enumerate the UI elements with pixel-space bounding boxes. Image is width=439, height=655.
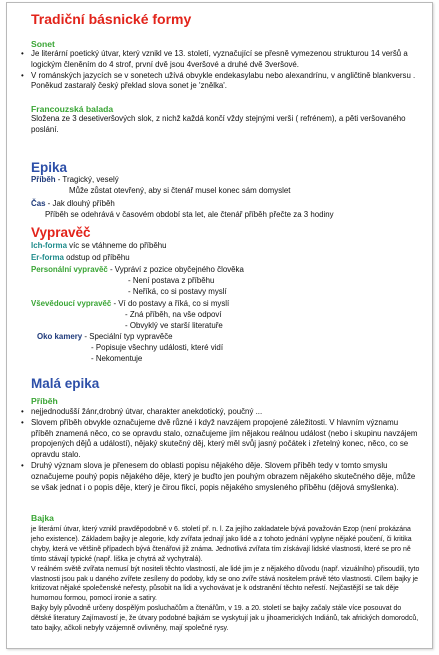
document-page (6, 2, 433, 649)
page-title: Tradiční básnické formy (31, 11, 192, 27)
personal-row (31, 265, 244, 276)
bajka-text (31, 525, 421, 634)
oko-text: - Speciální typ vypravěče (82, 332, 173, 341)
vsevedouci-text: - Ví do postavy a říká, co si myslí (111, 299, 230, 308)
bajka-heading: Bajka (31, 513, 54, 523)
bajka-paragraph: Bajky byly původně určeny dospělým posluchačům a čtenářům, v 19. a 20. století se bajky začaly stále více posouvat do dětské literatury Zajímavostí je, že útvary podobné bajkám se vyskytují jak u jihoamerických Indiánů, tak afrických domorodců, tato bajky, ačkoli nebyly vzájemně ovlivněny, mají společné rysy. (31, 605, 419, 633)
epika-pribeh-row (31, 175, 119, 186)
epika-pribeh-text: - Tragický, veselý (55, 175, 119, 184)
epika-pribeh-label: Příběh (31, 175, 56, 184)
er-text: odstup od příběhu (63, 253, 130, 262)
bajka-paragraph: je literární útvar, který vznikl pravděpodobně v 6. století př. n. l. Za jejího zakladatele bývá považován Ezop (není prokázána jeho existence). Základem bajky je alegorie, kdy zvířata jednají jako lidé a z tohoto jednání vyplyne nějaké poučení, či kritika chyby, která ve většině případech bývá čtenářovi již známa. Jednotlivá zvířata tím získávají lidské vlastnosti, které se pro ně tímto stávají typické (např. liška je chytrá až vychytralá). (31, 526, 412, 563)
oko-line: - Nekomentuje (91, 354, 143, 363)
personal-text: - Vypráví z pozice obyčejného člověka (107, 265, 244, 274)
personal-line: - Neříká, co si postavy myslí (128, 287, 227, 296)
epika-pribeh-detail: Může zůstat otevřený, aby si čtenář musel konec sám domyslet (69, 186, 291, 195)
epika-cas-detail: Příběh se odehrává v časovém období sta let, ale čtenář příběh přečte za 3 hodiny (45, 210, 334, 219)
epika-cas-label: Čas (31, 199, 46, 208)
ich-text: víc se vtáhneme do příběhu (66, 241, 167, 250)
er-row (31, 253, 130, 264)
vsevedouci-line: - Obvyklý ve starší literatuře (125, 321, 223, 330)
ich-row (31, 241, 167, 252)
list-item: • Slovem příběh obvykle označujeme dvě různé i když navzájem propojené záležitosti. V hlavním významu příběh znamená něco, co se opravdu stalo, označujeme jím nějakou reálnou událost (nebo i skupinu navzájem propojených dějů a událostí), nějaký skutečný děj, který měl svůj jasný počátek i zřetelný konec, něco, co se opravdu stalo. (21, 418, 419, 461)
oko-label: Oko kamery (37, 332, 83, 341)
balada-text: Složena ze 3 desetiveršových slok, z nichž každá končí vždy stejnými verši ( refrénem), a pěti veršovaného poslání. (31, 114, 406, 134)
vsevedouci-line: - Zná příběh, na vše odpoví (125, 310, 222, 319)
list-item: • Je literární poetický útvar, který vznikl ve 13. století, vyznačující se přesně vymezenou strukturou 14 veršů a logickým členěním do 4 strof, první dvě jsou 4veršové a druhé dvě 3veršové. (21, 49, 419, 71)
er-label: Er-forma (31, 253, 64, 262)
oko-line: - Popisuje všechny události, které vidí (91, 343, 224, 352)
oko-row (37, 332, 173, 343)
list-item: • Druhý význam slova je přenesem do oblasti popisu nějakého děje. Slovem příběh tedy v tomto smyslu označujeme pouhý popis nějakého děje, který je buďto jen pouhým obrazem nějakého skutečného děje, může se však jednat i o popis děje, který je čirou fikcí, popis nějakého smysleného příběhu (dějová smyšlenka). (21, 461, 419, 493)
list-item: • nejjednodušší žánr,drobný útvar, charakter anekdotický, poučný ... (21, 407, 419, 418)
epika-cas-row (31, 199, 115, 210)
epika-cas-text: - Jak dlouhý příběh (45, 199, 115, 208)
pribeh-heading: Příběh (31, 396, 58, 406)
ich-label: Ich-forma (31, 241, 67, 250)
personal-line: - Není postava z příběhu (128, 276, 215, 285)
epika-heading: Epika (31, 160, 68, 175)
pribeh-list (21, 407, 419, 493)
sonet-list (21, 49, 419, 92)
vsevedouci-label: Vševědoucí vypravěč (31, 299, 112, 308)
personal-label: Personální vypravěč (31, 265, 108, 274)
balada-heading: Francouzská balada (31, 104, 114, 114)
sonet-heading: Sonet (31, 39, 55, 49)
bajka-paragraph: V reálném světě zvířata nemusí být nositeli těchto vlastností, ale lidé jim je z nějakého důvodu (např. vizuálního) přisoudili, tyto vlastnosti jsou pak u daného zvířete zesíleny do podoby, kdy se ono zvíře stává nositelem právě této vlastnosti. Cílem bajky je kritizovat nějaké společenské neřesty, působit na lidi a vychovávat je k odstranění těchto neřestí. Nejčastější se tak děje humornou formou, pomocí ironie a satiry. (31, 565, 420, 603)
vsevedouci-row (31, 299, 229, 310)
list-item: • V románských jazycích se v sonetech užívá obvykle endekasylabu nebo alexandrínu, v angličtině blankversu . Poněkud zastaralý český překlad slova sonet je 'znělka'. (21, 71, 419, 93)
vypravec-heading: Vypravěč (31, 225, 91, 240)
mala-epika-heading: Malá epika (31, 376, 100, 391)
